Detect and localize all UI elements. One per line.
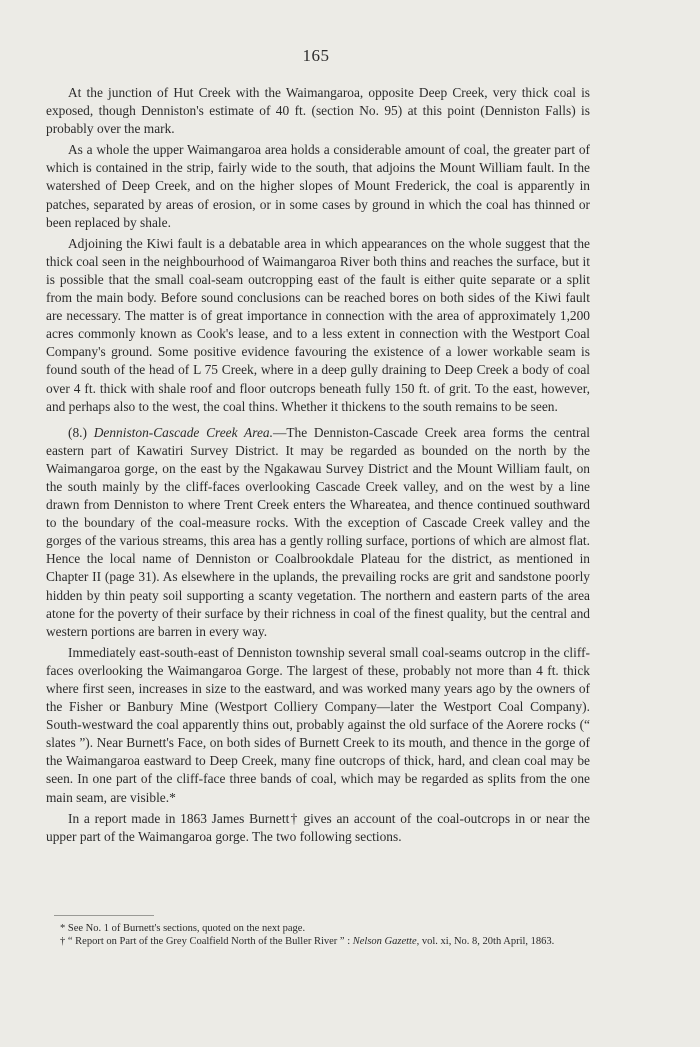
paragraph-upper-waimangaroa: As a whole the upper Waimangaroa area holds a considerable amount of coal, the greater part of which is contained in the strip, fairly wide to the south, that adjoins the Mount William fault. In the watershed of Deep Creek, and on the higher slopes of Mount Frederick, the coal is apparently in patches, separated by areas of erosion, or in some cases by ground in which the coal has thinned or been replaced by shale. (46, 142, 590, 230)
body-text (46, 84, 590, 846)
footnote-1: * See No. 1 of Burnett's sections, quoted on the next page. (60, 923, 306, 934)
paragraph-denniston-township: Immediately east-south-east of Denniston township several small coal-seams outcrop in the cliff-faces overlooking the Waimangaroa Gorge. The largest of these, probably not more than 4 ft. thick where first seen, increases in size to the eastward, and was worked many years ago by the owners of the Fisher or Banbury Mine (Westport Colliery Company—later the Westport Coal Company). South-westward the coal apparently thins out, probably against the old surface of the Aorere rocks (“ slates ”). Near Burnett's Face, on both sides of Burnett Creek to its mouth, and thence in the gorge of the Waimangaroa eastward to Deep Creek, many fine outcrops of thick, hard, and clean coal may be seen. In one part of the cliff-face three bands of coal, which may be regarded as splits from the one main seam, are visible.* (46, 644, 590, 805)
footnote-divider (54, 915, 154, 916)
paragraph-kiwi-fault: Adjoining the Kiwi fault is a debatable area in which appearances on the whole suggest that the thick coal seen in the neighbourhood of Waimangaroa River both thins and reaches the surface, but it is possible that the small coal-seam outcropping east of the fault is either quite separate or a split from the main body. Before sound conclusions can be reached bores on both sides of the Kiwi fault are necessary. The matter is of great importance in connection with the area of approximately 1,200 acres commonly known as Cook's lease, and to a less extent in connection with the Westport Coal Company's ground. Some positive evidence favouring the existence of a lower workable seam is found south of the head of L 75 Creek, where in a deep gully draining to Deep Creek a body of coal over 4 ft. thick with shale roof and floor outcrops beneath fully 150 ft. of grit. To the east, however, and perhaps also to the west, the coal thins. Whether it thickens to the south remains to be seen. (46, 235, 590, 414)
footnote-2 (48, 935, 592, 948)
section-title: Denniston-Cascade Creek Area. (93, 424, 273, 440)
paragraph-denniston-cascade (46, 424, 590, 641)
paragraph-hut-creek: At the junction of Hut Creek with the Waimangaroa, opposite Deep Creek, very thick coal is exposed, though Denniston's estimate of 40 ft. (section No. 95) at this point (Denniston Falls) is probably over the mark. (46, 85, 590, 137)
footnote-2-source: Nelson Gazette, (352, 936, 420, 947)
section-number: (8.) (68, 424, 87, 440)
page-number: 165 (302, 46, 330, 65)
paragraph-burnett-report: In a report made in 1863 James Burnett† gives an account of the coal-outcrops in or near the upper part of the Waimangaroa gorge. The two following sections. (46, 810, 590, 844)
footnotes (48, 922, 592, 948)
footnote-2-title: † “ Report on Part of the Grey Coalfield North of the Buller River ” : (60, 936, 351, 947)
section-text: —The Denniston-Cascade Creek area forms the central eastern part of Kawatiri Survey District. It may be regarded as bounded on the north by the Waimangaroa gorge, on the east by the Ngakawau Survey District and the Mount William fault, on the south mainly by the cliff-faces overlooking Cascade Creek valley, and on the west by a line drawn from Denniston to where Trent Creek enters the Whareatea, and thence continued southward to the boundary of the coal-measure rocks. With the exception of Cascade Creek valley and the gorges of the various streams, this area has a gently rolling surface, portions of which are almost flat. Hence the local name of Denniston or Coalbrookdale Plateau for the district, as mentioned in Chapter II (page 31). As elsewhere in the uplands, the prevailing rocks are grit and sandstone poorly hidden by thin peaty soil supporting a scanty vegetation. The northern and eastern parts of the area atone for the poverty of their surface by their richness in coal of the finest quality, but the central and western portions are barren in every way. (46, 424, 590, 639)
footnote-2-citation: vol. xi, No. 8, 20th April, 1863. (421, 936, 555, 947)
